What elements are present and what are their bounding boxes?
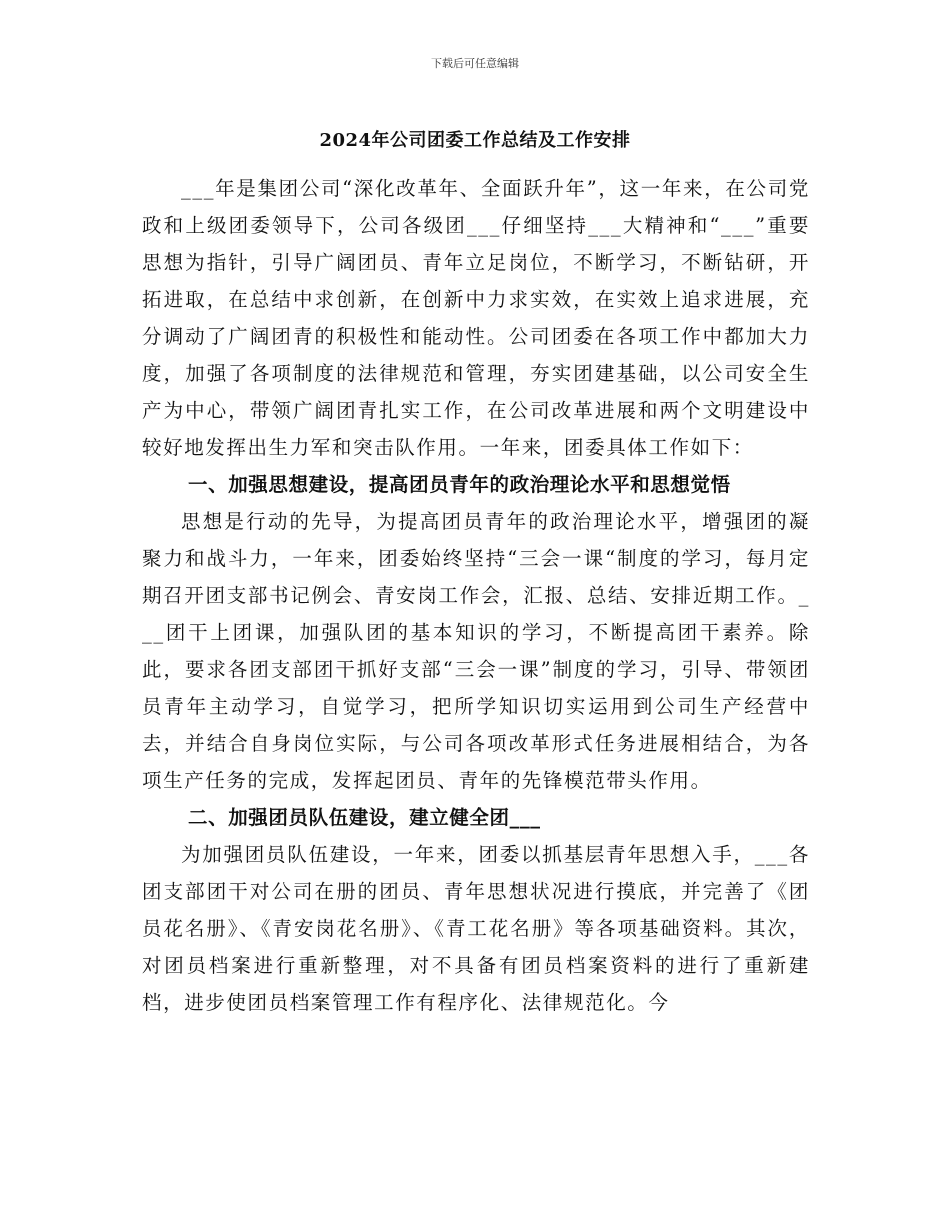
document-title: 2024年公司团委工作总结及工作安排 [319, 130, 631, 151]
section-heading-1: 一、加强思想建设，提高团员青年的政治理论水平和思想觉悟 [188, 473, 731, 496]
paragraph-section-2: 为加强团员队伍建设，一年来，团委以抓基层青年思想入手，___各团支部团干对公司在册的团员、青年思想状况进行摸底，并完善了《团员花名册》、《青安岗花名册》、《青工花名册》等各项基础资料。其次，对团员档案进行重新整理，对不具备有团员档案资料的进行了重新建档，进步使团员档案管理工作有程序化、法律规范化。今 [142, 843, 810, 1014]
paragraph-section-1: 思想是行动的先导，为提高团员青年的政治理论水平，增强团的凝聚力和战斗力，一年来，团委始终坚持“三会一课“制度的学习，每月定期召开团支部书记例会、青安岗工作会，汇报、总结、安排近期工作。___团干上团课，加强队团的基本知识的学习，不断提高团干素养。除此，要求各团支部团干抓好支部“三会一课”制度的学习，引导、带领团员青年主动学习，自觉学习，把所学知识切实运用到公司生产经营中去，并结合自身岗位实际，与公司各项改革形式任务进展相结合，为各项生产任务的完成，发挥起团员、青年的先锋模范带头作用。 [142, 510, 810, 792]
section-heading-2: 二、加强团员队伍建设，建立健全团___ [188, 806, 541, 829]
document-body [142, 170, 810, 1021]
header-note: 下载后可任意编辑 [431, 57, 519, 70]
paragraph-intro: ___年是集团公司“深化改革年、全面跃升年”，这一年来，在公司党政和上级团委领导下，公司各级团___仔细坚持___大精神和“___”重要思想为指针，引导广阔团员、青年立足岗位，不断学习，不断钻研，开拓进取，在总结中求创新，在创新中力求实效，在实效上追求进展，充分调动了广阔团青的积极性和能动性。公司团委在各项工作中都加大力度，加强了各项制度的法律规范和管理，夯实团建基础，以公司安全生产为中心，带领广阔团青扎实工作，在公司改革进展和两个文明建设中较好地发挥出生力军和突击队作用。一年来，团委具体工作如下： [142, 177, 810, 459]
